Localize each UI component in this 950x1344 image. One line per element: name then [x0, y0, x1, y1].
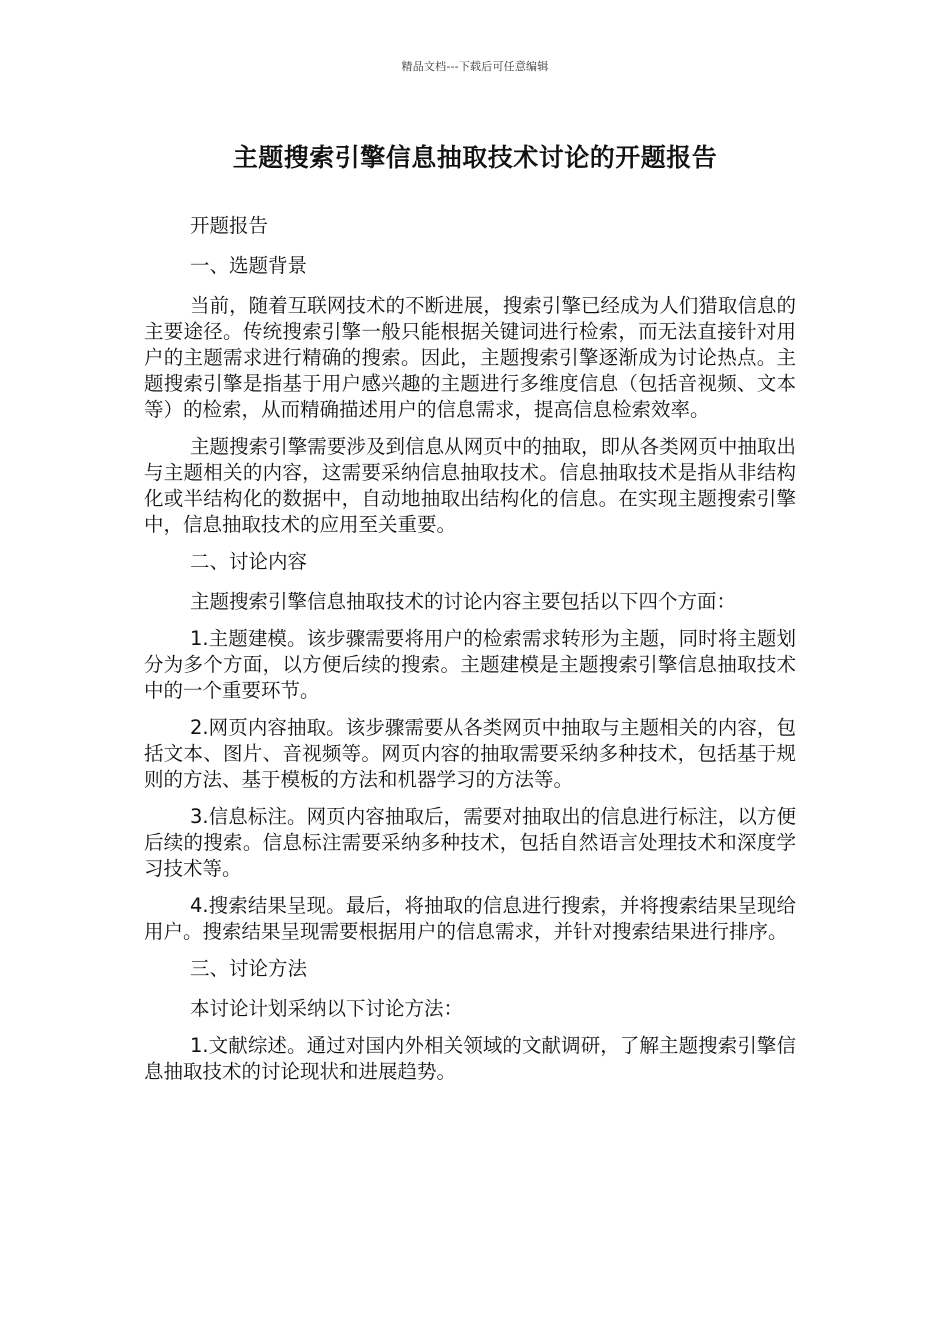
paragraph-content-item-1: 1.主题建模。该步骤需要将用户的检索需求转形为主题，同时将主题划分为多个方面，以方便后续的搜索。主题建模是主题搜索引擎信息抽取技术中的一个重要环节。	[144, 627, 796, 702]
document-title: 主题搜索引擎信息抽取技术讨论的开题报告	[232, 143, 718, 172]
section-heading-content: 二、讨论内容	[190, 550, 308, 573]
section-heading-background: 一、选题背景	[190, 254, 308, 277]
paragraph-content-intro: 主题搜索引擎信息抽取技术的讨论内容主要包括以下四个方面：	[190, 590, 737, 613]
paragraph-content-item-4: 4.搜索结果呈现。最后，将抽取的信息进行搜索，并将搜索结果呈现给用户。搜索结果呈现需要根据用户的信息需求，并针对搜索结果进行排序。	[144, 894, 796, 943]
paragraph-methods-intro: 本讨论计划采纳以下讨论方法：	[190, 997, 464, 1020]
paragraph-methods-item-1: 1.文献综述。通过对国内外相关领域的文献调研，了解主题搜索引擎信息抽取技术的讨论现状和进展趋势。	[144, 1034, 796, 1083]
section-heading-methods: 三、讨论方法	[190, 957, 308, 980]
document-body	[144, 213, 796, 1096]
header-note: 精品文档---下载后可任意编辑	[401, 60, 549, 73]
paragraph-content-item-2: 2.网页内容抽取。该步骤需要从各类网页中抽取与主题相关的内容，包括文本、图片、音视频等。网页内容的抽取需要采纳多种技术，包括基于规则的方法、基于模板的方法和机器学习的方法等。	[144, 716, 796, 791]
paragraph-background-2: 主题搜索引擎需要涉及到信息从网页中的抽取，即从各类网页中抽取出与主题相关的内容，这需要采纳信息抽取技术。信息抽取技术是指从非结构化或半结构化的数据中，自动地抽取出结构化的信息。在实现主题搜索引擎中，信息抽取技术的应用至关重要。	[144, 435, 796, 536]
paragraph-background-1: 当前，随着互联网技术的不断进展，搜索引擎已经成为人们猎取信息的主要途径。传统搜索引擎一般只能根据关键词进行检索，而无法直接针对用户的主题需求进行精确的搜索。因此，主题搜索引擎逐渐成为讨论热点。主题搜索引擎是指基于用户感兴趣的主题进行多维度信息（包括音视频、文本等）的检索，从而精确描述用户的信息需求，提高信息检索效率。	[144, 294, 796, 421]
section-heading-report: 开题报告	[190, 214, 269, 237]
paragraph-content-item-3: 3.信息标注。网页内容抽取后，需要对抽取出的信息进行标注，以方便后续的搜索。信息标注需要采纳多种技术，包括自然语言处理技术和深度学习技术等。	[144, 805, 796, 880]
